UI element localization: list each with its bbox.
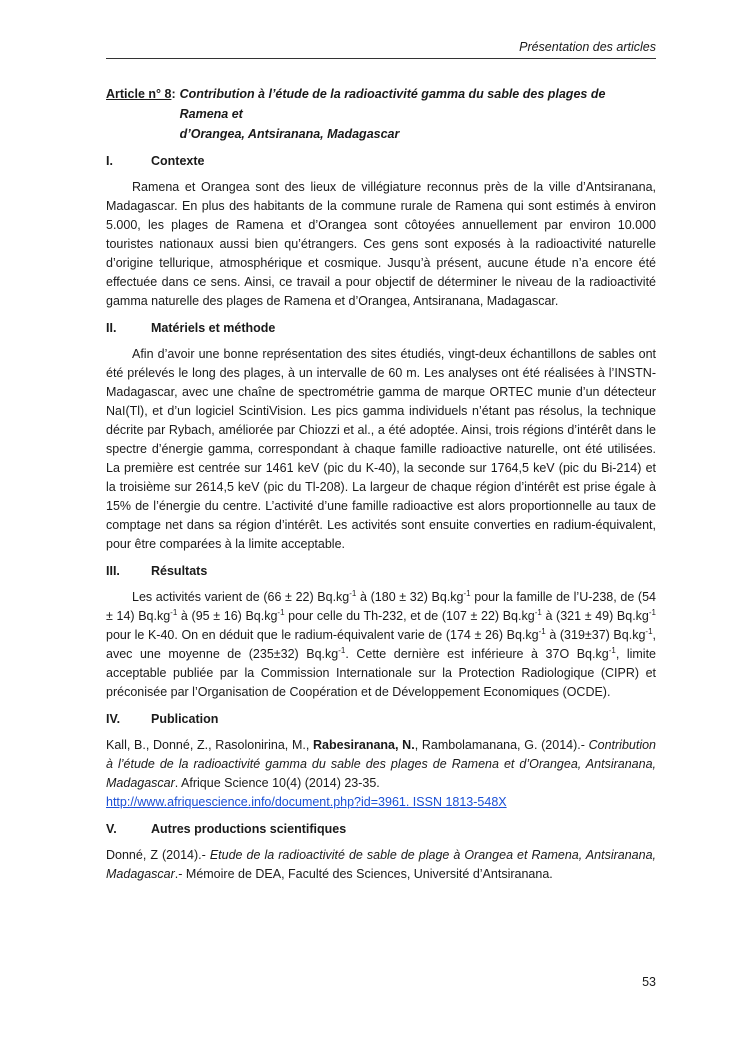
publication-link[interactable]: http://www.afriquescience.info/document.php?id=3961. ISSN 1813-548X: [106, 795, 507, 809]
other-production-reference: Donné, Z (2014).- Etude de la radioactivité de sable de plage à Orangea et Ramena, Antsiranana, Madagascar.- Mémoire de DEA, Faculté des Sciences, Université d’Antsiranana.: [106, 848, 656, 881]
document-page: [106, 40, 656, 1040]
page-number: 53: [642, 975, 656, 989]
section-heading-autres: V. Autres productions scientifiques: [106, 822, 347, 836]
article-title-text: Contribution à l’étude de la radioactivité gamma du sable des plages de Ramena et d’Orangea, Antsiranana, Madagascar: [179, 87, 606, 141]
section-heading-methode: II. Matériels et méthode: [106, 321, 276, 335]
section-text-methode: Afin d’avoir une bonne représentation des sites étudiés, vingt-deux échantillons de sables ont été prélevés le long des plages, à un intervalle de 60 m. Les analyses ont été réalisées à l’INSTN-Madagascar, avec une chaîne de spectrométrie gamma de marque ORTEC munie d’un détecteur NaI(Tl), et d’un logiciel ScintiVision. Les pics gamma individuels n’étant pas résolus, la technique décrite par Rybach, améliorée par Chiozzi et al., a été adoptée. Ainsi, trois régions d’intérêt dans le spectre d’énergie gamma, correspondant à chaque famille radioactive naturelle, ont été utilisées. La première est centrée sur 1461 keV (pic du K-40), la seconde sur 1764,5 keV (pic du Bi-214) et la troisième sur 2614,5 keV (pic du Tl-208). La largeur de chaque région d’intérêt est prise égale à 15% de l’énergie du centre. L’activité d’une famille radioactive est alors proportionnelle au taux de comptage net dans sa région d’intérêt. Les activités sont ensuite converties en radium-équivalent, pour être comparées à la limite acceptable.: [106, 347, 656, 551]
article-title: Article n° 8 : Contribution à l’étude de la radioactivité gamma du sable des plages de Ramena et d’Orangea, Antsiranana, Madagascar: [106, 84, 656, 144]
article-label: Article n° 8: [106, 87, 172, 101]
section-heading-publication: IV. Publication: [106, 712, 219, 726]
section-heading-resultats: III. Résultats: [106, 564, 208, 578]
running-header: Présentation des articles: [106, 40, 656, 59]
section-text-resultats: Les activités varient de (66 ± 22) $Bq.kg^{-1}$ à (180 ± 32) $Bq.kg^{-1}$ pour la famille de l’U-238, de (54 ± 14) $Bq.kg^{-1}$ à (95 ± 16) $Bq.kg^{-1}$ pour celle du Th-232, et de (107 ± 22) $Bq.kg^{-1}$ à (321 ± 49) $Bq.kg^{-1}$ pour le K-40. On en déduit que le radium-équivalent varie de (174 ± 26) $Bq.kg^{-1}$ à (319±37) $Bq.kg^{-1}$, avec une moyenne de (235±32) $Bq.kg^{-1}$. Cette dernière est inférieure à 37O $Bq.kg^{-1}$, limite acceptable publiée par la Commission Internationale sur la Protection Radiologique (CIPR) et préconisée par l’Organisation de Coopération et de Développement Economiques (OCDE).: [106, 588, 657, 699]
publication-reference: Kall, B., Donné, Z., Rasolonirina, M., Rabesiranana, N., Rambolamanana, G. (2014).- Contribution à l’étude de la radioactivité gamma du sable des plages de Ramena et d’Orangea, Antsiranana, Madagascar. Afrique Science 10(4) (2014) 23-35. http://www.afriquescience.info/document.php?id=3961. ISSN 1813-548X: [106, 738, 657, 809]
section-heading-contexte: I. Contexte: [106, 154, 205, 168]
section-text-contexte: Ramena et Orangea sont des lieux de villégiature reconnus près de la ville d’Antsiranana, Madagascar. En plus des habitants de la commune rurale de Ramena qui sont estimés à environ 5.000, les plages de Ramena et d’Orangea sont côtoyées annuellement par environ 10.000 touristes nationaux aussi bien qu’étrangers. Ces gens sont exposés à la radioactivité naturelle d’origine tellurique, atmosphérique et cosmique. Jusqu’à présent, aucune étude n’a encore été effectuée dans ce sens. Ainsi, ce travail a pour objectif de déterminer le niveau de la radioactivité gamma naturelle des plages de Ramena et d’Orangea, Antsiranana, Madagascar.: [106, 180, 656, 308]
